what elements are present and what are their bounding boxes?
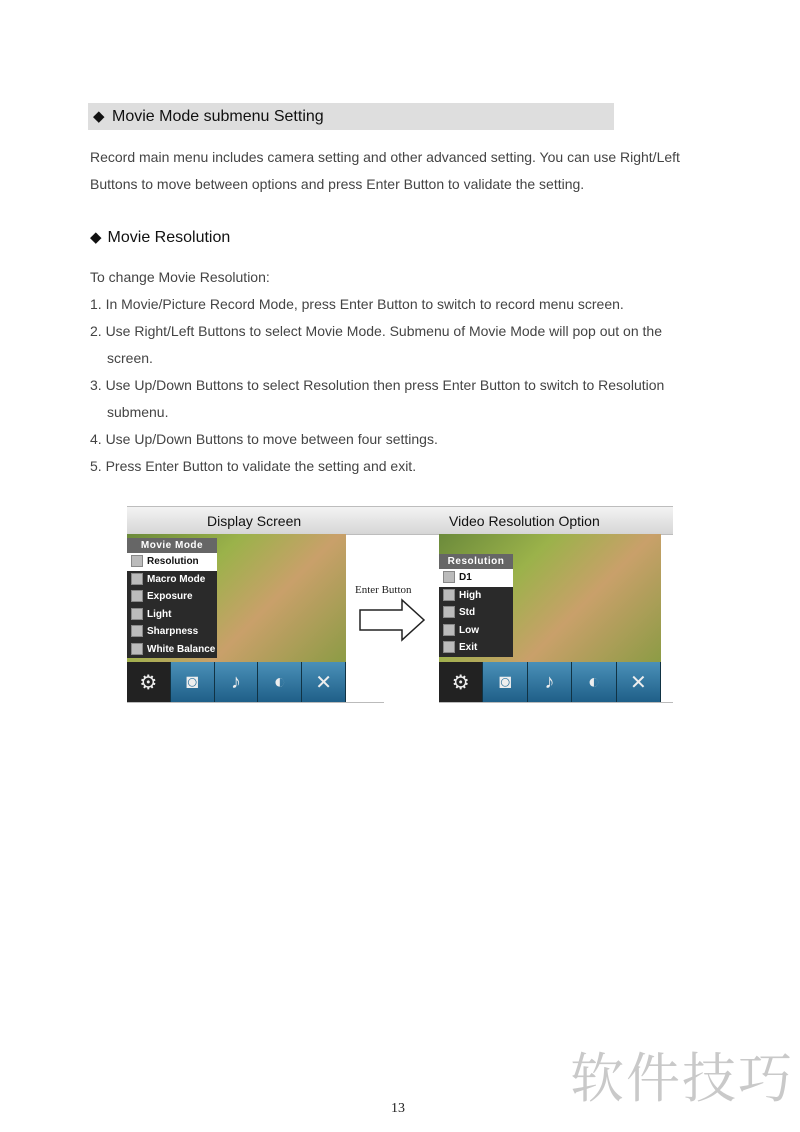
d1-icon (443, 571, 455, 583)
figure-divider (439, 702, 673, 703)
intro-line-1: Record main menu includes camera setting and other advanced setting. You can use Right/Left (90, 149, 680, 165)
resolution-screen (439, 534, 661, 702)
menu-item-high: High (439, 587, 513, 605)
menu-item-exit: Exit (439, 639, 513, 657)
low-icon (443, 624, 455, 636)
macro-icon (131, 573, 143, 585)
subsection-title: Movie Resolution (107, 229, 231, 246)
figure-col1-header: Display Screen (207, 513, 302, 529)
tools-icon: ✕ (302, 662, 346, 702)
menu-item-d1: D1 (439, 569, 513, 587)
step-2: 2. Use Right/Left Buttons to select Movie Mode. Submenu of Movie Mode will pop out on the (90, 323, 662, 339)
menu-item-exposure: Exposure (127, 588, 217, 606)
microphone-icon: ♪ (215, 662, 259, 702)
section-header-bar (88, 103, 614, 130)
resolution-icon (131, 555, 143, 567)
menu-item-resolution: Resolution (127, 553, 217, 571)
diamond-bullet-icon: ◆ (93, 108, 105, 125)
menu-item-white-balance: White Balance (127, 641, 217, 659)
film-reel-icon: ⚙ (127, 662, 171, 702)
menu-title: Resolution (439, 554, 513, 569)
film-reel-icon: ⚙ (439, 662, 483, 702)
tools-icon: ✕ (617, 662, 661, 702)
step-2-cont: screen. (107, 350, 153, 366)
step-5: 5. Press Enter Button to validate the setting and exit. (90, 458, 417, 474)
figure-divider (127, 702, 384, 703)
mode-icon-bar (439, 662, 661, 702)
light-icon (131, 608, 143, 620)
display-screen (127, 534, 346, 702)
arrow-label: Enter Button (355, 584, 412, 596)
step-3-cont: submenu. (107, 404, 169, 420)
figure-header (127, 506, 673, 535)
sharpness-icon (131, 625, 143, 637)
diamond-bullet-icon: ◆ (90, 229, 102, 246)
std-icon (443, 606, 455, 618)
exposure-icon (131, 590, 143, 602)
page-number: 13 (391, 1101, 405, 1116)
steps-lead: To change Movie Resolution: (90, 269, 270, 285)
menu-item-std: Std (439, 604, 513, 622)
step-1: 1. In Movie/Picture Record Mode, press Enter Button to switch to record menu screen. (90, 296, 624, 312)
menu-item-light: Light (127, 606, 217, 624)
exit-icon (443, 641, 455, 653)
menu-item-low: Low (439, 622, 513, 640)
figure-col2-header: Video Resolution Option (449, 513, 600, 529)
right-arrow-icon (358, 598, 426, 642)
watermark: 软件技巧 (570, 1047, 794, 1110)
movie-mode-menu (127, 538, 217, 658)
mode-icon-bar (127, 662, 346, 702)
palette-icon: ◐ (258, 662, 302, 702)
camera-icon: ◙ (483, 662, 527, 702)
menu-title: Movie Mode (127, 538, 217, 553)
step-3: 3. Use Up/Down Buttons to select Resolution then press Enter Button to switch to Resolution (90, 377, 665, 393)
subsection-heading (90, 228, 230, 247)
microphone-icon: ♪ (528, 662, 572, 702)
menu-item-macro-mode: Macro Mode (127, 571, 217, 589)
palette-icon: ◐ (572, 662, 616, 702)
section-title: Movie Mode submenu Setting (112, 108, 324, 125)
resolution-menu (439, 554, 513, 657)
high-icon (443, 589, 455, 601)
step-4: 4. Use Up/Down Buttons to move between four settings. (90, 431, 438, 447)
intro-line-2: Buttons to move between options and press Enter Button to validate the setting. (90, 176, 585, 192)
camera-icon: ◙ (171, 662, 215, 702)
white-balance-icon (131, 643, 143, 655)
menu-item-sharpness: Sharpness (127, 623, 217, 641)
